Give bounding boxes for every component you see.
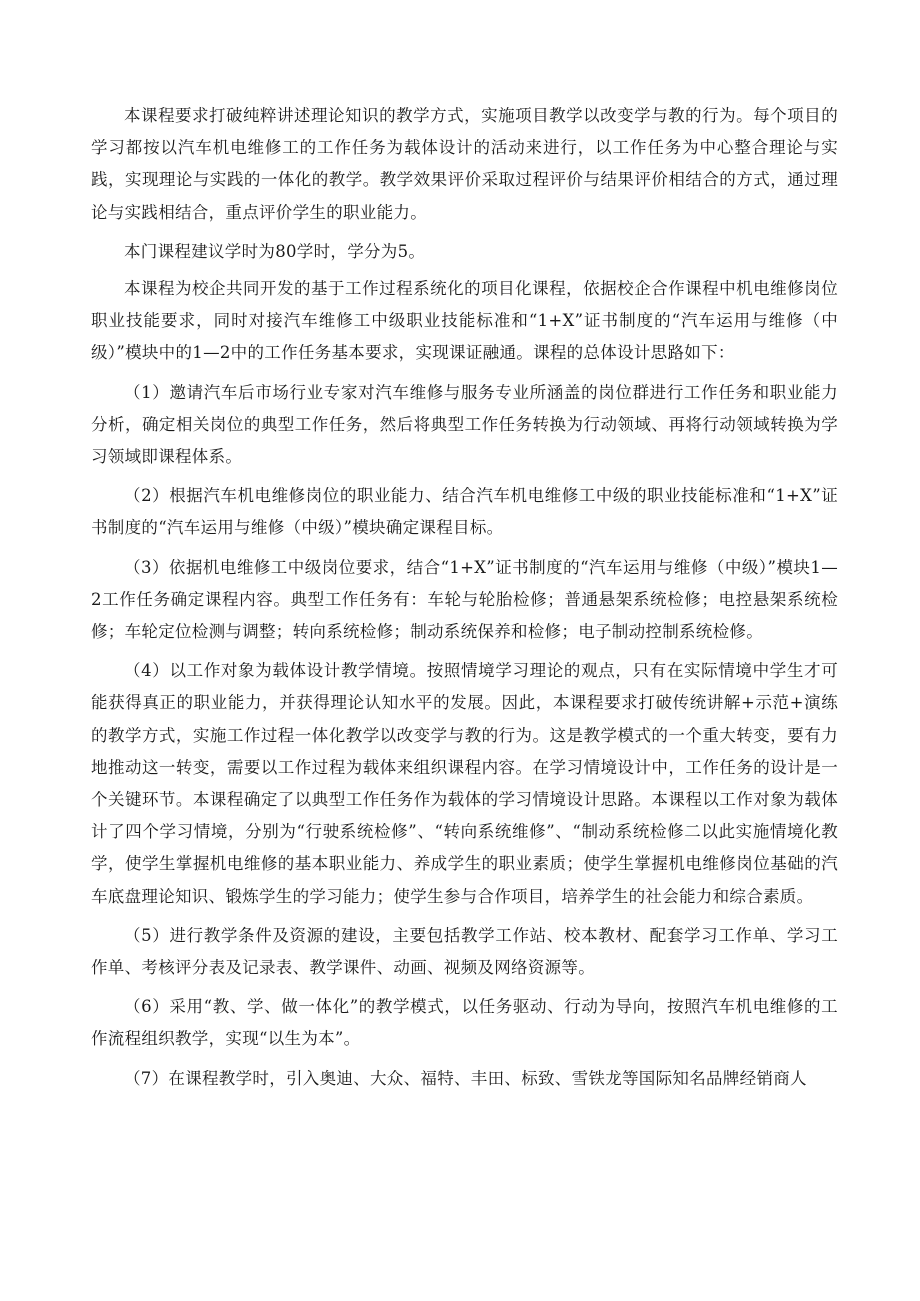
document-body xyxy=(91,100,838,1102)
list-item-2: （2）根据汽车机电维修岗位的职业能力、结合汽车机电维修工中级的职业技能标准和“1+X”证书制度的“汽车运用与维修（中级）”模块确定课程目标。 xyxy=(91,486,838,538)
paragraph-credit-hours: 本门课程建议学时为80学时，学分为5。 xyxy=(124,241,426,261)
list-item-1: （1）邀请汽车后市场行业专家对汽车维修与服务专业所涵盖的岗位群进行工作任务和职业能力分析，确定相关岗位的典型工作任务，然后将典型工作任务转换为行动领域、再将行动领域转换为学习领域即课程体系。 xyxy=(91,382,838,467)
list-item-5: （5）进行教学条件及资源的建设，主要包括教学工作站、校本教材、配套学习工作单、学习工作单、考核评分表及记录表、教学课件、动画、视频及网络资源等。 xyxy=(91,925,838,978)
list-item-3: （3）依据机电维修工中级岗位要求，结合“1+X”证书制度的“汽车运用与维修（中级）”模块1—2工作任务确定课程内容。典型工作任务有：车轮与轮胎检修；普通悬架系统检修；电控悬架系统检修；车轮定位检测与调整；转向系统检修；制动系统保养和检修；电子制动控制系统检修。 xyxy=(91,557,838,642)
list-item-6: （6）采用“教、学、做一体化”的教学模式，以任务驱动、行动为导向，按照汽车机电维修的工作流程组织教学，实现“以生为本”。 xyxy=(91,997,838,1049)
list-item-4: （4）以工作对象为载体设计教学情境。按照情境学习理论的观点，只有在实际情境中学生才可能获得真正的职业能力，并获得理论认知水平的发展。因此，本课程要求打破传统讲解+示范+演练的教学方式，实施工作过程一体化教学以改变学与教的行为。这是教学模式的一个重大转变，要有力地推动这一转变，需要以工作过程为载体来组织课程内容。在学习情境设计中，工作任务的设计是一个关键环节。本课程确定了以典型工作任务作为载体的学习情境设计思路。本课程以工作对象为载体计了四个学习情境，分别为“行驶系统检修”、“转向系统维修”、“制动系统检修二以此实施情境化教学，使学生掌握机电维修的基本职业能力、养成学生的职业素质；使学生掌握机电维修岗位基础的汽车底盘理论知识、锻炼学生的学习能力；使学生参与合作项目，培养学生的社会能力和综合素质。 xyxy=(91,661,838,906)
paragraph-course-design: 本课程为校企共同开发的基于工作过程系统化的项目化课程，依据校企合作课程中机电维修岗位职业技能要求，同时对接汽车维修工中级职业技能标准和“1+X”证书制度的“汽车运用与维修（中级）”模块中的1—2中的工作任务基本要求，实现课证融通。课程的总体设计思路如下： xyxy=(91,279,838,363)
list-item-7: （7）在课程教学时，引入奥迪、大众、福特、丰田、标致、雪铁龙等国际知名品牌经销商人 xyxy=(124,1068,807,1088)
paragraph-teaching-method: 本课程要求打破纯粹讲述理论知识的教学方式，实施项目教学以改变学与教的行为。每个项目的学习都按以汽车机电维修工的工作任务为载体设计的活动来进行，以工作任务为中心整合理论与实践，实现理论与实践的一体化的教学。教学效果评价采取过程评价与结果评价相结合的方式，通过理论与实践相结合，重点评价学生的职业能力。 xyxy=(91,106,838,222)
